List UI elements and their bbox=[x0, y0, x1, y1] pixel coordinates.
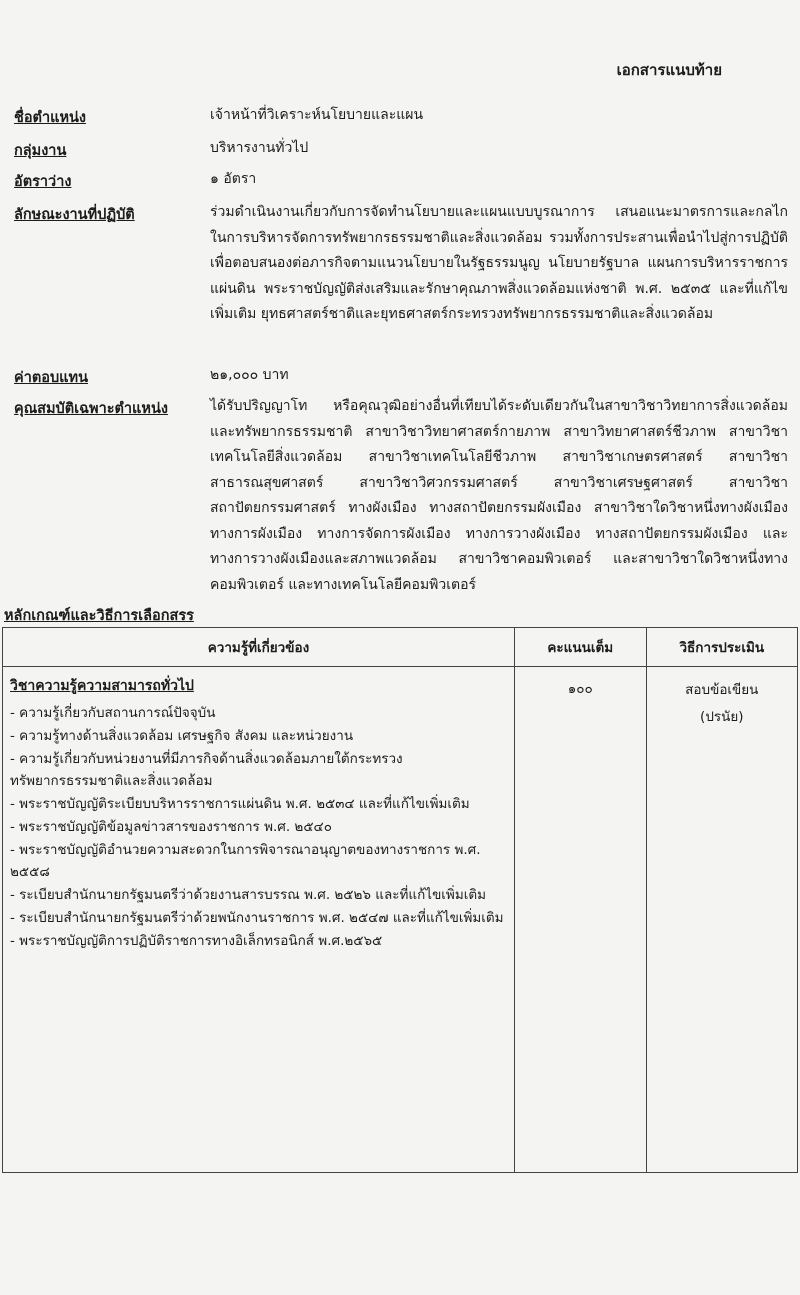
method-primary: สอบข้อเขียน bbox=[685, 682, 759, 698]
list-item: - พระราชบัญญัติระเบียบบริหารราชการแผ่นดิน พ.ศ. ๒๕๓๔ และที่แก้ไขเพิ่มเติม bbox=[10, 796, 470, 812]
work-group-value: บริหารงานทั่วไป bbox=[210, 140, 309, 156]
method-secondary: (ปรนัย) bbox=[700, 709, 744, 725]
list-item: - ระเบียบสำนักนายกรัฐมนตรีว่าด้วยงานสารบรรณ พ.ศ. ๒๕๒๖ และที่แก้ไขเพิ่มเติม bbox=[10, 887, 486, 903]
table-row bbox=[3, 667, 798, 1173]
vacancies-value: ๑ อัตรา bbox=[210, 171, 257, 187]
vacancies-label: อัตราว่าง bbox=[14, 174, 72, 190]
attachment-label: เอกสารแนบท้าย bbox=[616, 61, 722, 79]
column-header-method: วิธีการประเมิน bbox=[646, 628, 797, 667]
full-score-cell: ๑๐๐ bbox=[514, 667, 646, 1173]
criteria-table bbox=[2, 627, 798, 1173]
list-item: - พระราชบัญญัติข้อมูลข่าวสารของราชการ พ.ศ. ๒๕๔๐ bbox=[10, 819, 333, 835]
knowledge-cell bbox=[3, 667, 515, 1173]
list-item: - ความรู้ทางด้านสิ่งแวดล้อม เศรษฐกิจ สังคม และหน่วยงาน bbox=[10, 728, 354, 744]
list-item: - พระราชบัญญัติอำนวยความสะดวกในการพิจารณาอนุญาตของทางราชการ พ.ศ. ๒๕๕๘ bbox=[10, 842, 481, 880]
criteria-header-row bbox=[3, 628, 798, 667]
selection-criteria-heading: หลักเกณฑ์และวิธีการเลือกสรร bbox=[4, 608, 194, 624]
topic-list bbox=[10, 702, 508, 952]
list-item: - ระเบียบสำนักนายกรัฐมนตรีว่าด้วยพนักงานราชการ พ.ศ. ๒๕๔๗ และที่แก้ไขเพิ่มเติม bbox=[10, 910, 504, 926]
compensation-value: ๒๑,๐๐๐ บาท bbox=[210, 367, 289, 383]
topic-heading: วิชาความรู้ความสามารถทั่วไป bbox=[10, 678, 194, 694]
column-header-knowledge: ความรู้ที่เกี่ยวข้อง bbox=[3, 628, 515, 667]
list-item: - ความรู้เกี่ยวกับหน่วยงานที่มีภารกิจด้านสิ่งแวดล้อมภายใต้กระทรวงทรัพยากรธรรมชาติและสิ่งแวดล้อม bbox=[10, 751, 403, 789]
duties-value: ร่วมดำเนินงานเกี่ยวกับการจัดทำนโยบายและแผนแบบบูรณาการ เสนอแนะมาตรการและกลไกในการบริหารจัดการทรัพยากรธรรมชาติและสิ่งแวดล้อม รวมทั้งการประสานเพื่อนำไปสู่การปฏิบัติเพื่อตอบสนองต่อภารกิจตามแนวนโยบายในรัฐธรรมนูญ นโยบายรัฐบาล แผนการบริหารราชการแผ่นดิน พระราชบัญญัติส่งเสริมและรักษาคุณภาพสิ่งแวดล้อมแห่งชาติ พ.ศ. ๒๕๓๕ และที่แก้ไขเพิ่มเติม ยุทธศาสตร์ชาติและยุทธศาสตร์กระทรวงทรัพยากรธรรมชาติและสิ่งแวดล้อม bbox=[210, 204, 788, 322]
method-cell bbox=[646, 667, 797, 1173]
position-label: ชื่อตำแหน่ง bbox=[14, 110, 87, 126]
compensation-label: ค่าตอบแทน bbox=[14, 370, 88, 386]
list-item: - พระราชบัญญัติการปฏิบัติราชการทางอิเล็กทรอนิกส์ พ.ศ.๒๕๖๕ bbox=[10, 933, 383, 949]
work-group-label: กลุ่มงาน bbox=[14, 143, 67, 159]
duties-label: ลักษณะงานที่ปฏิบัติ bbox=[14, 207, 135, 223]
column-header-full-score: คะแนนเต็ม bbox=[514, 628, 646, 667]
position-value: เจ้าหน้าที่วิเคราะห์นโยบายและแผน bbox=[210, 107, 424, 123]
qualifications-value: ได้รับปริญญาโท หรือคุณวุฒิอย่างอื่นที่เทียบได้ระดับเดียวกันในสาขาวิชาวิทยาการสิ่งแวดล้อมและทรัพยากรธรรมชาติ สาขาวิชาวิทยาศาสตร์กายภาพ สาขาวิทยาศาสตร์ชีวภาพ สาขาวิชาเทคโนโลยีสิ่งแวดล้อม สาขาวิชาเทคโนโลยีชีวภาพ สาขาวิชาเกษตรศาสตร์ สาขาวิชาสาธารณสุขศาสตร์ สาขาวิชาวิศวกรรมศาสตร์ สาขาวิชาเศรษฐศาสตร์ สาขาวิชาสถาปัตยกรรมศาสตร์ ทางผังเมือง ทางสถาปัตยกรรมผังเมือง สาขาวิชาใดวิชาหนึ่งทางผังเมือง ทางการผังเมือง ทางการจัดการผังเมือง ทางการวางผังเมือง ทางสถาปัตยกรรมผังเมือง และทางการวางผังเมืองและสภาพแวดล้อม สาขาวิชาคอมพิวเตอร์ และสาขาวิชาใดวิชาหนึ่งทางคอมพิวเตอร์ และทางเทคโนโลยีคอมพิวเตอร์ bbox=[210, 398, 788, 593]
qualifications-label: คุณสมบัติเฉพาะตำแหน่ง bbox=[14, 401, 168, 417]
list-item: - ความรู้เกี่ยวกับสถานการณ์ปัจจุบัน bbox=[10, 705, 216, 721]
